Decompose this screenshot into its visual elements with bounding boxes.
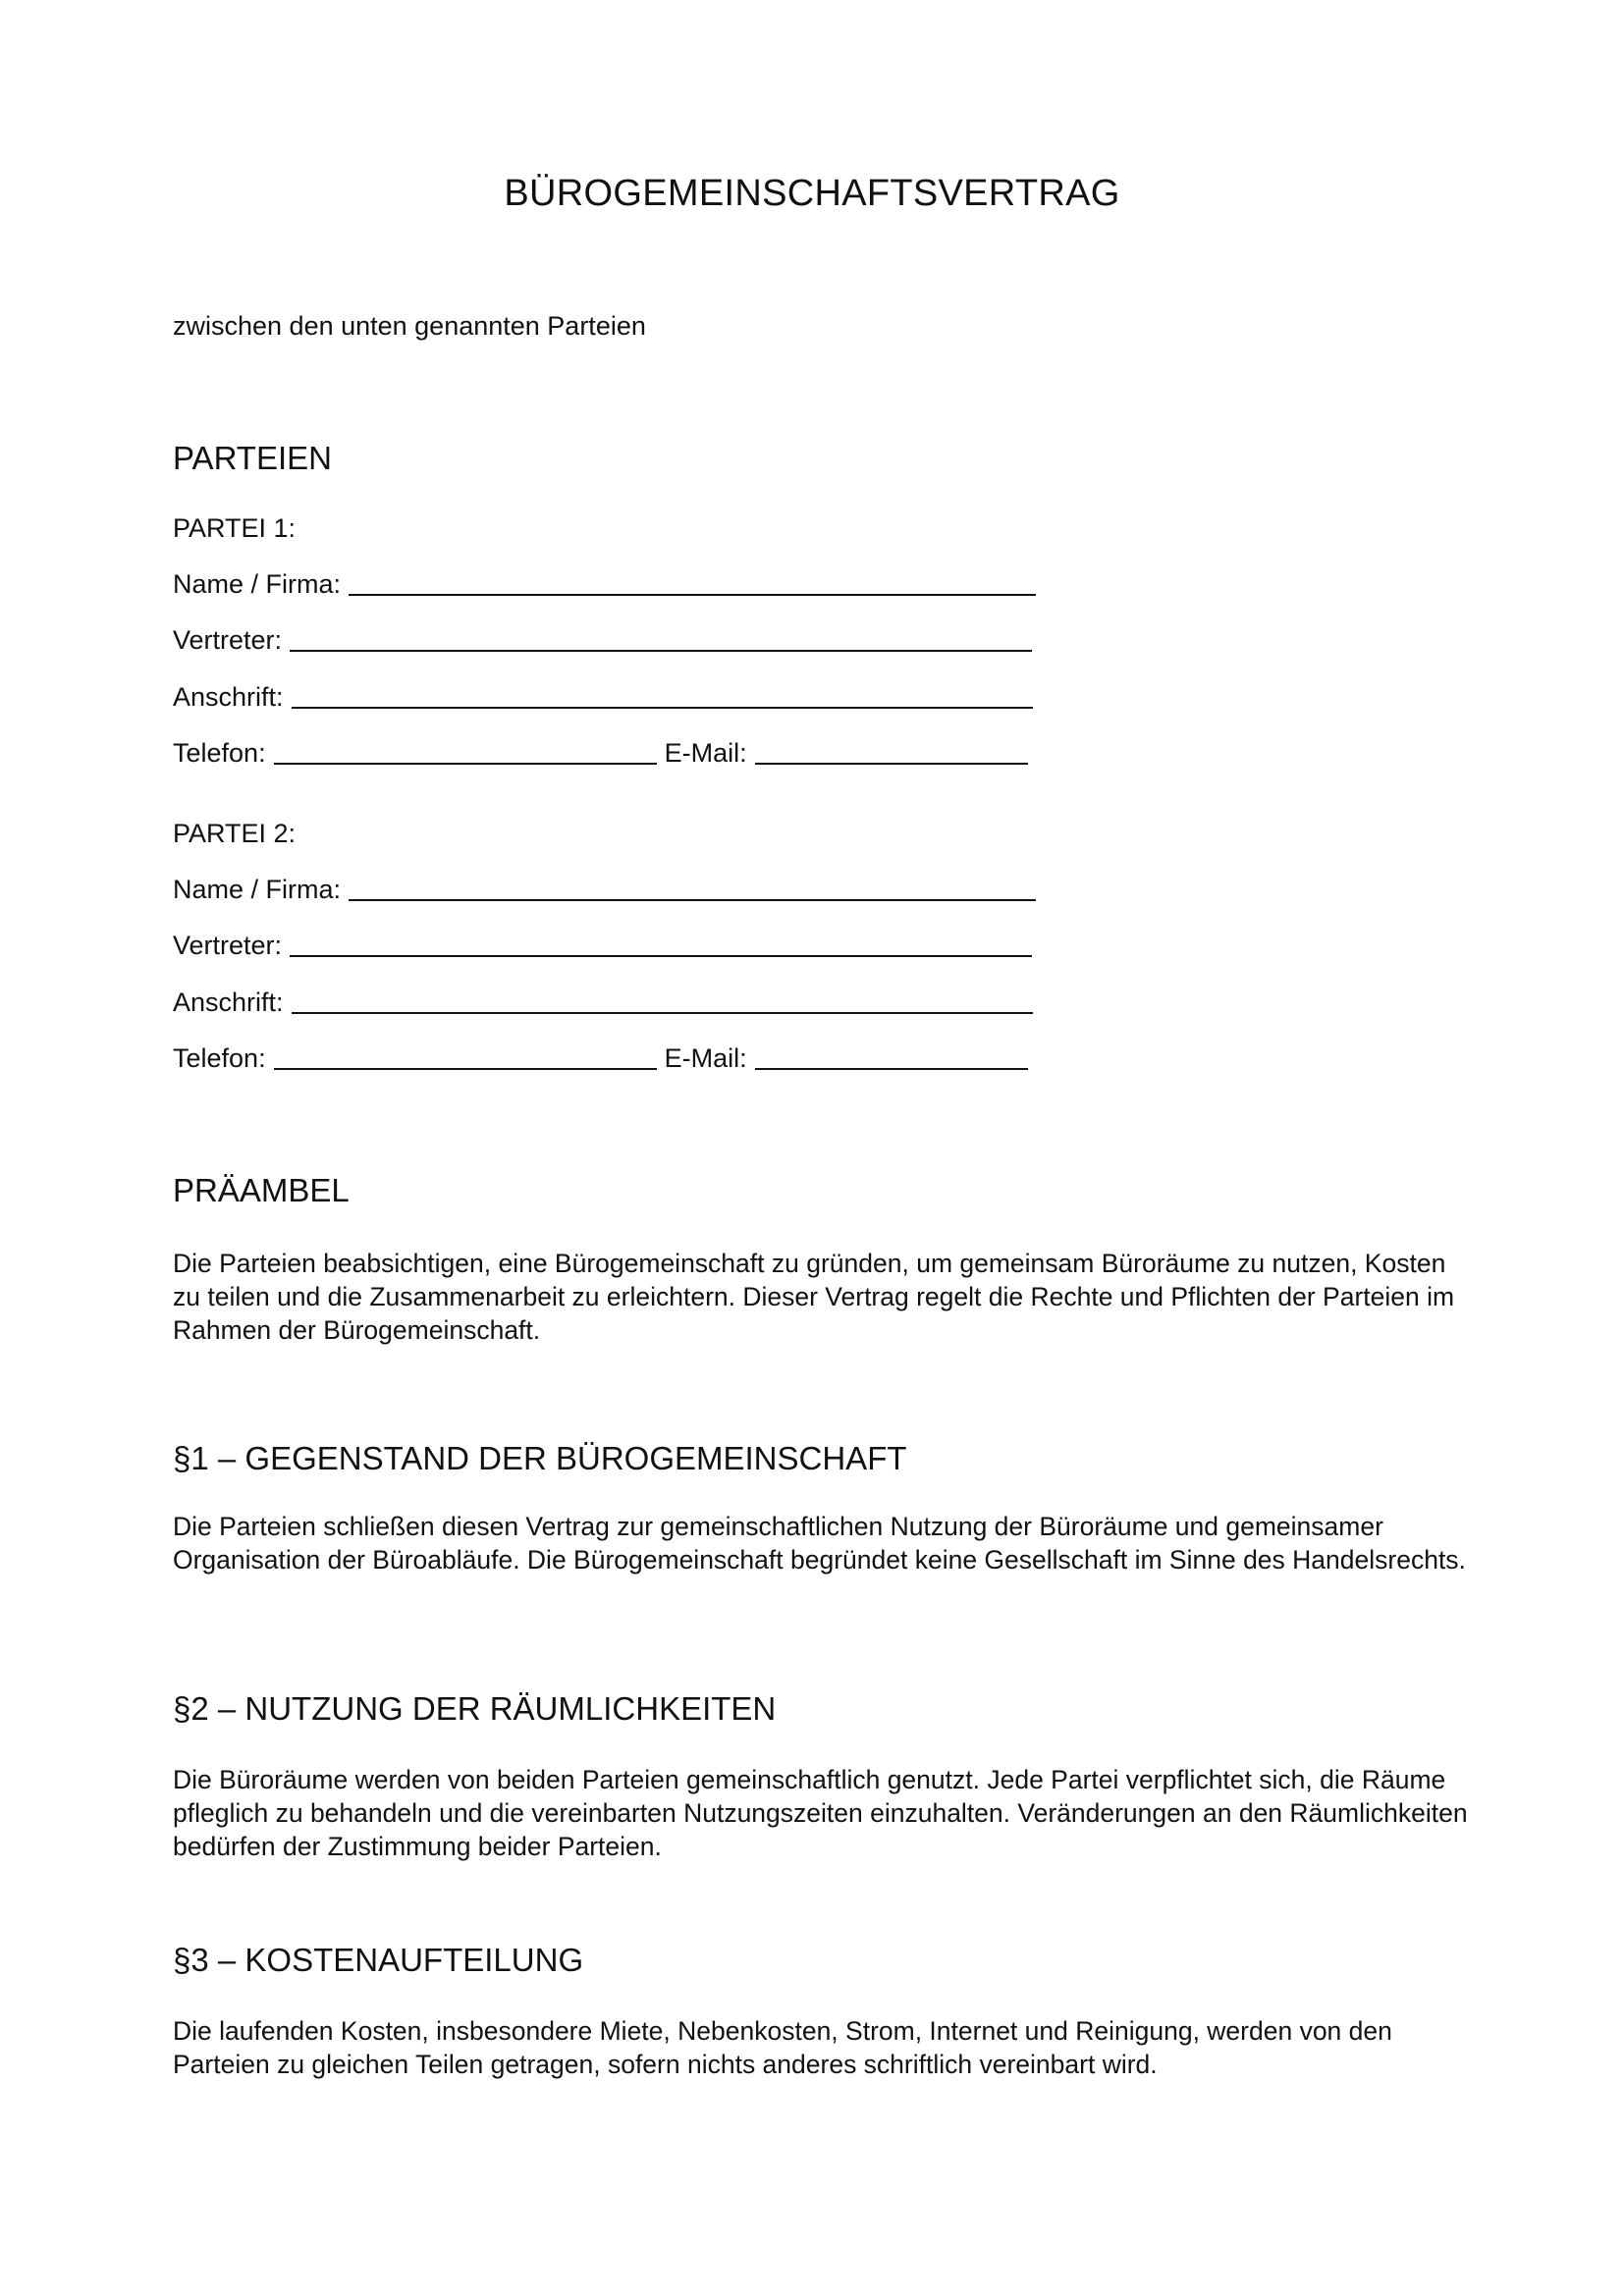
party1-email-label: E-Mail: xyxy=(664,738,747,768)
party1-address-field[interactable] xyxy=(173,673,1033,713)
section2-heading: §2 – NUTZUNG DER RÄUMLICHKEITEN xyxy=(173,1690,777,1727)
party1-address-label: Anschrift: xyxy=(173,682,284,712)
party2-email-line[interactable] xyxy=(755,1067,1028,1070)
preamble-heading: PRÄAMBEL xyxy=(173,1172,350,1208)
document-title: BÜROGEMEINSCHAFTSVERTRAG xyxy=(504,173,1120,214)
party2-rep-label: Vertreter: xyxy=(173,931,283,960)
party2-name-line[interactable] xyxy=(349,898,1036,901)
parties-heading: PARTEIEN xyxy=(173,440,332,476)
party1-email-line[interactable] xyxy=(755,762,1028,765)
party2-address-label: Anschrift: xyxy=(173,988,284,1017)
party2-address-field[interactable] xyxy=(173,979,1033,1018)
section3-text: Die laufenden Kosten, insbesondere Miete, Nebenkosten, Strom, Internet und Reinigung, werden von den Parteien zu gleichen Teilen getragen, sofern nichts anderes schriftlich vereinbart wird. xyxy=(173,2016,1392,2079)
preamble-text: Die Parteien beabsichtigen, eine Bürogemeinschaft zu gründen, um gemeinsam Büroräume zu nutzen, Kosten zu teilen und die Zusammenarbeit zu erleichtern. Dieser Vertrag regelt die Rechte und Pflichten der Parteien im Rahmen der Bürogemeinschaft. xyxy=(173,1249,1455,1345)
section2-text: Die Büroräume werden von beiden Parteien gemeinschaftlich genutzt. Jede Partei verpflichtet sich, die Räume pfleglich zu behandeln und die vereinbarten Nutzungszeiten einzuhalten. Veränderungen an den Räumlichkeiten bedürfen der Zustimmung beider Parteien. xyxy=(173,1765,1468,1861)
party1-phone-line[interactable] xyxy=(274,762,657,765)
party2-rep-field[interactable] xyxy=(173,922,1032,961)
party1-name-field[interactable] xyxy=(173,561,1036,600)
party1-rep-line[interactable] xyxy=(290,649,1032,652)
intro-text: zwischen den unten genannten Parteien xyxy=(173,311,646,341)
section1-heading: §1 – GEGENSTAND DER BÜROGEMEINSCHAFT xyxy=(173,1440,907,1476)
party2-phone-line[interactable] xyxy=(274,1067,657,1070)
party1-name-label: Name / Firma: xyxy=(173,569,342,599)
party1-address-line[interactable] xyxy=(292,706,1033,709)
party2-label: PARTEI 2: xyxy=(173,819,297,848)
party1-rep-field[interactable] xyxy=(173,616,1032,656)
party1-label: PARTEI 1: xyxy=(173,513,297,543)
party2-name-field[interactable] xyxy=(173,866,1036,905)
party2-address-line[interactable] xyxy=(292,1011,1033,1014)
party1-rep-label: Vertreter: xyxy=(173,625,283,655)
party2-name-label: Name / Firma: xyxy=(173,875,342,904)
party1-phone-label: Telefon: xyxy=(173,738,266,768)
party2-email-label: E-Mail: xyxy=(664,1043,747,1073)
party2-contact-row xyxy=(173,1035,1028,1074)
section3-heading: §3 – KOSTENAUFTEILUNG xyxy=(173,1942,584,1978)
party1-name-line[interactable] xyxy=(349,593,1036,596)
section1-text: Die Parteien schließen diesen Vertrag zur gemeinschaftlichen Nutzung der Büroräume und gemeinsamer Organisation der Büroabläufe. Die Bürogemeinschaft begründet keine Gesellschaft im Sinne des Handelsrechts. xyxy=(173,1512,1466,1575)
party1-contact-row xyxy=(173,729,1028,769)
party2-rep-line[interactable] xyxy=(290,954,1032,957)
party2-phone-label: Telefon: xyxy=(173,1043,266,1073)
